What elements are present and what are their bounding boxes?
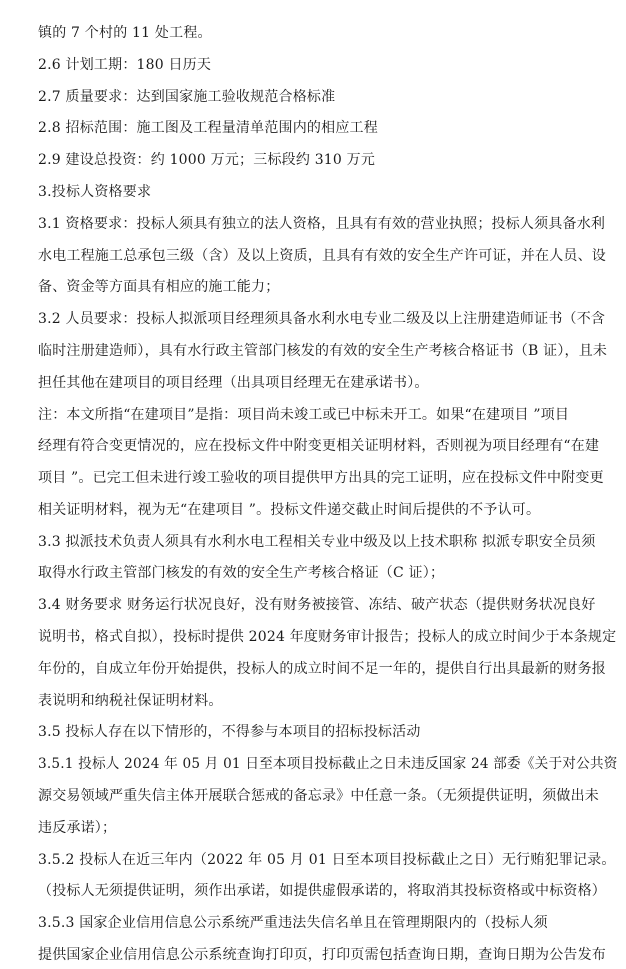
section-heading: 3.投标人资格要求 xyxy=(38,183,152,200)
text-line: 经理有符合变更情况的，应在投标文件中附变更相关证明材料，否则视为项目经理有“在建 xyxy=(38,438,600,455)
text-line: 说明书，格式自拟），投标时提供 2024 年度财务审计报告；投标人的成立时间少于本条规定 xyxy=(38,629,617,646)
text-line: 3.5.3 国家企业信用信息公示系统严重违法失信名单且在管理期限内的（投标人须 xyxy=(38,915,548,932)
text-line: 违反承诺）； xyxy=(38,819,117,836)
text-line: 临时注册建造师），具有水行政主管部门核发的有效的安全生产考核合格证书（B 证），且未 xyxy=(38,342,608,359)
text-line: 年份的，自成立年份开始提供，投标人的成立时间不足一年的，提供自行出具最新的财务报 xyxy=(38,660,606,677)
text-line: 注：本文所指“在建项目”是指：项目尚未竣工或已中标未开工。如果“在建项目 ”项目 xyxy=(38,406,570,423)
text-line: 备、资金等方面具有相应的施工能力； xyxy=(38,279,280,296)
text-line: 3.4 财务要求 财务运行状况良好，没有财务被接管、冻结、破产状态（提供财务状况良好 xyxy=(38,597,596,614)
text-line: 项目 ”。已完工但未进行竣工验收的项目提供甲方出具的完工证明，应在投标文件中附变更 xyxy=(38,470,604,487)
text-line: 相关证明材料，视为无“在建项目 ”。投标文件递交截止时间后提供的不予认可。 xyxy=(38,501,541,518)
text-line: 镇的 7 个村的 11 处工程。 xyxy=(38,25,212,41)
text-line: 取得水行政主管部门核发的有效的安全生产考核合格证（C 证）； xyxy=(38,565,445,582)
text-line: 担任其他在建项目的项目经理（出具项目经理无在建承诺书）。 xyxy=(38,374,429,391)
text-line: 3.5.2 投标人在近三年内（2022 年 05 月 01 日至本项目投标截止之日）无行贿犯罪记录。 xyxy=(38,851,616,868)
text-line: 3.5 投标人存在以下情形的，不得参与本项目的招标投标活动 xyxy=(38,724,421,741)
text-line: 3.3 拟派技术负责人须具有水利水电工程相关专业中级及以上技术职称 拟派专职安全员须 xyxy=(38,533,596,550)
text-line: 2.7 质量要求：达到国家施工验收规范合格标准 xyxy=(38,88,336,105)
text-line: 水电工程施工总承包三级（含）及以上资质，且具有有效的安全生产许可证，并在人员、设 xyxy=(38,247,606,264)
text-line: 提供国家企业信用信息公示系统查询打印页，打印页需包括查询日期，查询日期为公告发布 xyxy=(38,947,606,963)
text-line: 2.9 建设总投资：约 1000 万元；三标段约 310 万元 xyxy=(38,152,376,169)
text-line: 2.8 招标范围：施工图及工程量清单范围内的相应工程 xyxy=(38,120,378,137)
text-line: 3.2 人员要求：投标人拟派项目经理须具备水利水电专业二级及以上注册建造师证书（不含 xyxy=(38,311,606,328)
text-line: 3.5.1 投标人 2024 年 05 月 01 日至本项目投标截止之日未违反国家 24 部委《关于对公共资 xyxy=(38,756,618,773)
text-line: 3.1 资格要求：投标人须具有独立的法人资格，且具有有效的营业执照；投标人须具备水利 xyxy=(38,215,606,232)
text-line: （投标人无须提供证明，须作出承诺，如提供虚假承诺的，将取消其投标资格或中标资格） xyxy=(38,883,606,900)
text-line: 表说明和纳税社保证明材料。 xyxy=(38,692,223,709)
text-line: 源交易领域严重失信主体开展联合惩戒的备忘录》中任意一条。（无须提供证明，须做出未 xyxy=(38,788,599,805)
text-line: 2.6 计划工期：180 日历天 xyxy=(38,56,212,73)
